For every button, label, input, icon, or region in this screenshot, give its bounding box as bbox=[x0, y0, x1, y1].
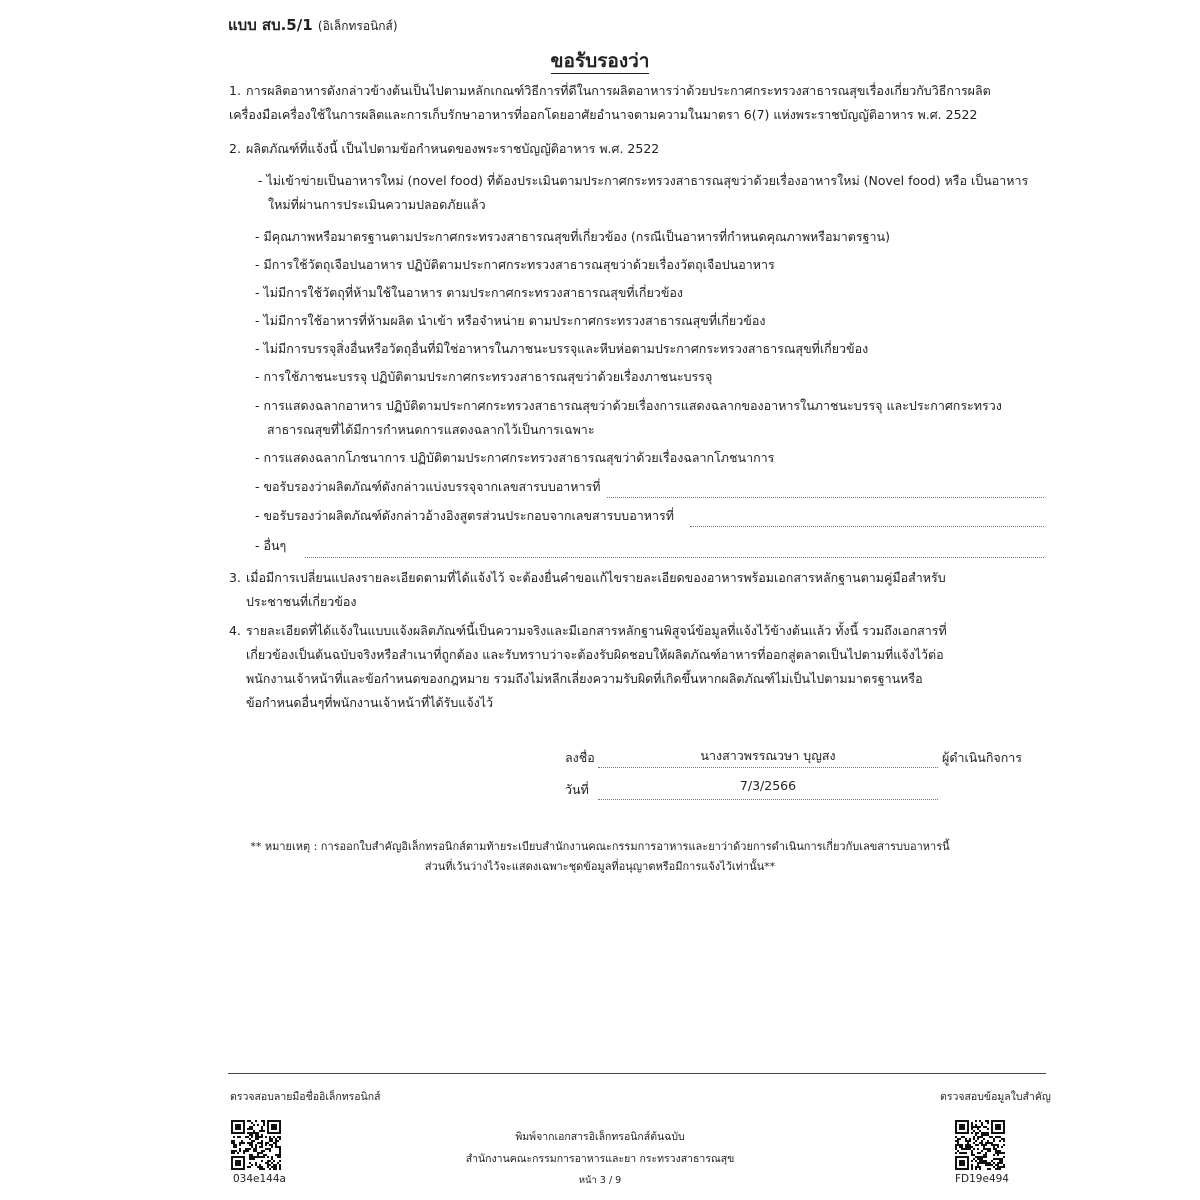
sub-item-novel-food-line-1: - ไม่เข้าข่ายเป็นอาหารใหม่ (novel food) ที่ต้องประเมินตามประกาศกระทรวงสาธารณสุขว่าด้วยเรื่องอาหารใหม่ (Novel food) หรือ เป็นอาหาร bbox=[258, 173, 1029, 188]
signature-line bbox=[598, 767, 938, 768]
form-code bbox=[228, 13, 398, 37]
item-4-line-3: พนักงานเจ้าหน้าที่และข้อกำหนดของกฎหมาย รวมถึงไม่หลีกเลี่ยงความรับผิดที่เกิดขึ้นหากผลิตภัณฑ์ไม่เป็นไปตามมาตรฐานหรือ bbox=[246, 671, 923, 686]
form-code-main: แบบ สบ.5/1 bbox=[228, 16, 313, 34]
sub-item-quality-standard: - มีคุณภาพหรือมาตรฐานตามประกาศกระทรวงสาธารณสุขที่เกี่ยวข้อง (กรณีเป็นอาหารที่กำหนดคุณภาพหรือมาตรฐาน) bbox=[255, 229, 890, 244]
date-value: 7/3/2566 bbox=[739, 778, 797, 793]
sub-item-label-line-2: สาธารณสุขที่ได้มีการกำหนดการแสดงฉลากไว้เป็นการเฉพาะ bbox=[267, 422, 595, 437]
verify-document-label: ตรวจสอบข้อมูลใบสำคัญ bbox=[940, 1091, 1051, 1103]
repack-registration-field bbox=[607, 497, 1044, 498]
sub-item-food-additive: - มีการใช้วัตถุเจือปนอาหาร ปฏิบัติตามประกาศกระทรวงสาธารณสุขว่าด้วยเรื่องวัตถุเจือปนอาหาร bbox=[255, 257, 775, 272]
item-4-line-1: รายละเอียดที่ได้แจ้งในแบบแจ้งผลิตภัณฑ์นี้เป็นความจริงและมีเอกสารหลักฐานพิสูจน์ข้อมูลที่แจ้งไว้ข้างต้นแล้ว ทั้งนี้ รวมถึงเอกสารที่ bbox=[246, 623, 947, 638]
reference-formula-field bbox=[690, 526, 1044, 527]
verify-signature-label: ตรวจสอบลายมือชื่ออิเล็กทรอนิกส์ bbox=[230, 1091, 381, 1103]
item-2-line-1: ผลิตภัณฑ์ที่แจ้งนี้ เป็นไปตามข้อกำหนดของพระราชบัญญัติอาหาร พ.ศ. 2522 bbox=[246, 141, 660, 156]
sub-item-reference-formula: - ขอรับรองว่าผลิตภัณฑ์ดังกล่าวอ้างอิงสูตรส่วนประกอบจากเลขสารบบอาหารที่ bbox=[255, 508, 674, 523]
note-line-1: ** หมายเหตุ : การออกใบสำคัญอิเล็กทรอนิกส์ตามท้ายระเบียบสำนักงานคณะกรรมการอาหารและยาว่าด้วยการดำเนินการเกี่ยวกับเลขสารบบอาหารนี้ bbox=[250, 840, 950, 853]
sub-item-container: - การใช้ภาชนะบรรจุ ปฏิบัติตามประกาศกระทรวงสาธารณสุขว่าด้วยเรื่องภาชนะบรรจุ bbox=[255, 369, 713, 384]
item-1-line-1: การผลิตอาหารดังกล่าวข้างต้นเป็นไปตามหลักเกณฑ์วิธีการที่ดีในการผลิตอาหารว่าด้วยประกาศกระทรวงสาธารณสุขเรื่องเกี่ยวกับวิธีการผลิต bbox=[246, 83, 991, 98]
sub-item-novel-food-line-2: ใหม่ที่ผ่านการประเมินความปลอดภัยแล้ว bbox=[268, 197, 486, 212]
item-3-number: 3. bbox=[229, 570, 241, 585]
date-label: วันที่ bbox=[565, 782, 589, 797]
sub-item-others: - อื่นๆ bbox=[255, 538, 287, 553]
others-field bbox=[305, 557, 1044, 558]
item-2-number: 2. bbox=[229, 141, 241, 156]
agency-text: สำนักงานคณะกรรมการอาหารและยา กระทรวงสาธารณสุข bbox=[465, 1153, 735, 1165]
item-3-line-1: เมื่อมีการเปลี่ยนแปลงรายละเอียดตามที่ได้แจ้งไว้ จะต้องยื่นคำขอแก้ไขรายละเอียดของอาหารพร้อมเอกสารหลักฐานตามคู่มือสำหรับ bbox=[246, 570, 946, 585]
footer-divider bbox=[228, 1073, 1046, 1074]
sub-item-label-line-1: - การแสดงฉลากอาหาร ปฏิบัติตามประกาศกระทรวงสาธารณสุขว่าด้วยเรื่องการแสดงฉลากของอาหารในภาชนะบรรจุ และประกาศกระทรวง bbox=[255, 398, 1002, 413]
item-1-line-2: เครื่องมือเครื่องใช้ในการผลิตและการเก็บรักษาอาหารที่ออกโดยอาศัยอำนาจตามความในมาตรา 6(7) แห่งพระราชบัญญัติอาหาร พ.ศ. 2522 bbox=[229, 107, 978, 122]
sub-item-non-food-packing: - ไม่มีการบรรจุสิ่งอื่นหรือวัตถุอื่นที่มิใช่อาหารในภาชนะบรรจุและหีบห่อตามประกาศกระทรวงสาธารณสุขที่เกี่ยวข้อง bbox=[255, 341, 869, 356]
signer-name: นางสาวพรรณวษา บุญสง bbox=[700, 748, 836, 763]
sign-label: ลงชื่อ bbox=[565, 750, 595, 765]
printed-from-text: พิมพ์จากเอกสารอิเล็กทรอนิกส์ต้นฉบับ bbox=[515, 1131, 685, 1143]
sub-item-nutrition-label: - การแสดงฉลากโภชนาการ ปฏิบัติตามประกาศกระทรวงสาธารณสุขว่าด้วยเรื่องฉลากโภชนาการ bbox=[255, 450, 775, 465]
page-title: ขอรับรองว่า bbox=[550, 50, 650, 72]
item-4-number: 4. bbox=[229, 623, 241, 638]
page-number: หน้า 3 / 9 bbox=[578, 1175, 622, 1186]
document-verification-code: FD19e494 bbox=[955, 1173, 1009, 1185]
item-4-line-2: เกี่ยวข้องเป็นต้นฉบับจริงหรือสำเนาที่ถูกต้อง และรับทราบว่าจะต้องรับผิดชอบให้ผลิตภัณฑ์อาหารที่ออกสู่ตลาดเป็นไปตามที่แจ้งไว้ต่อ bbox=[246, 647, 944, 662]
item-4-line-4: ข้อกำหนดอื่นๆที่พนักงานเจ้าหน้าที่ได้รับแจ้งไว้ bbox=[246, 695, 494, 710]
item-3-line-2: ประชาชนที่เกี่ยวข้อง bbox=[246, 594, 357, 609]
sub-item-prohibited-food: - ไม่มีการใช้อาหารที่ห้ามผลิต นำเข้า หรือจำหน่าย ตามประกาศกระทรวงสาธารณสุขที่เกี่ยวข้อง bbox=[255, 313, 766, 328]
form-code-sub: (อิเล็กทรอนิกส์) bbox=[317, 19, 398, 33]
sub-item-repack-registration: - ขอรับรองว่าผลิตภัณฑ์ดังกล่าวแบ่งบรรจุจากเลขสารบบอาหารที่ bbox=[255, 479, 601, 494]
sub-item-prohibited-substance: - ไม่มีการใช้วัตถุที่ห้ามใช้ในอาหาร ตามประกาศกระทรวงสาธารณสุขที่เกี่ยวข้อง bbox=[255, 285, 683, 300]
signer-role: ผู้ดำเนินกิจการ bbox=[942, 750, 1023, 765]
signature-verification-code: 034e144a bbox=[233, 1173, 286, 1185]
item-1-number: 1. bbox=[229, 83, 241, 98]
date-line bbox=[598, 799, 938, 800]
note-line-2: ส่วนที่เว้นว่างไว้จะแสดงเฉพาะชุดข้อมูลที่อนุญาตหรือมีการแจ้งไว้เท่านั้น** bbox=[424, 860, 776, 873]
